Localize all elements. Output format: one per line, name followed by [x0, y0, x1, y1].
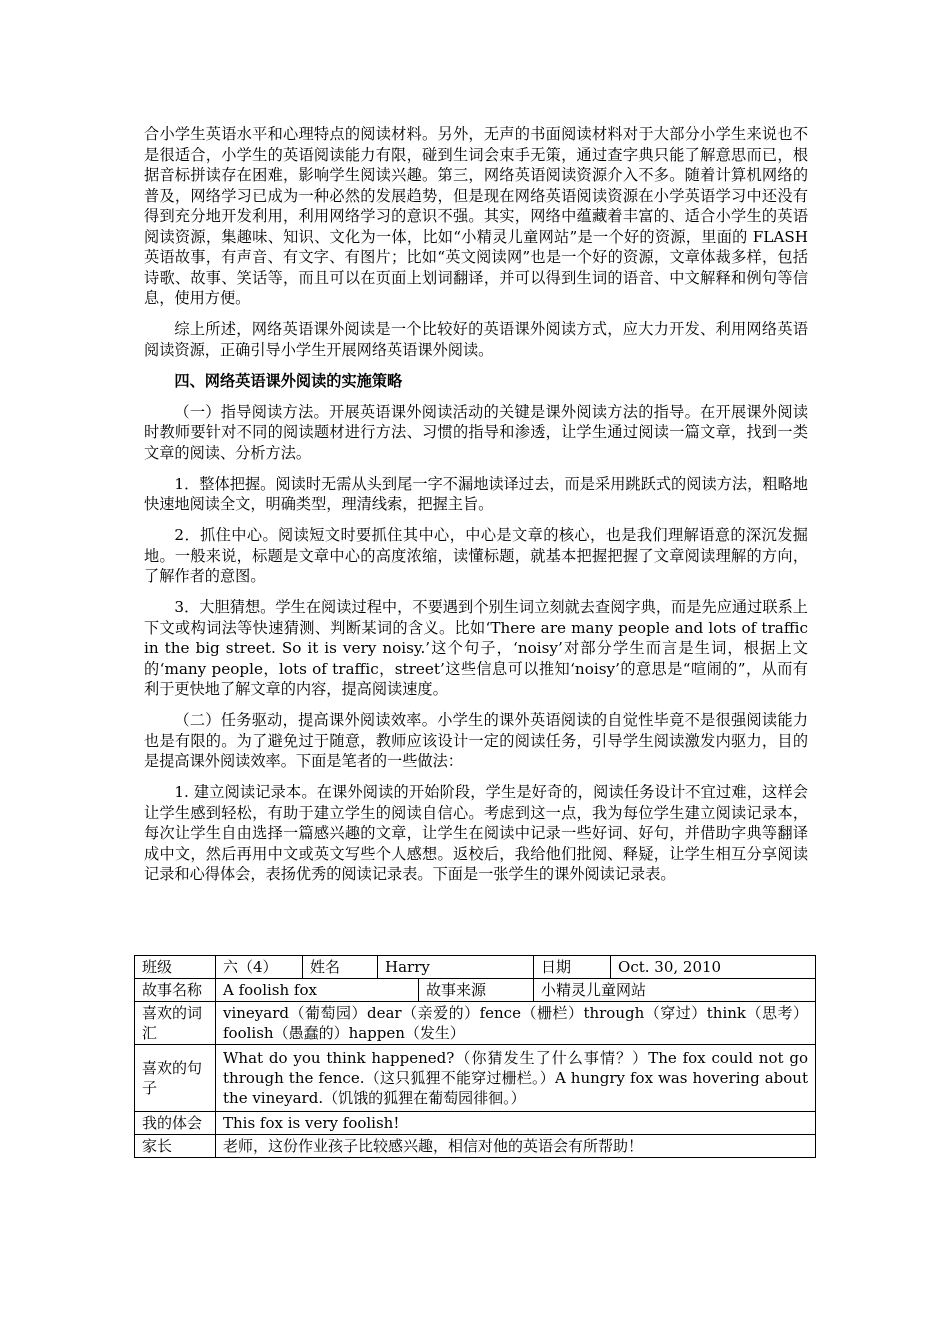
date-label: 日期	[534, 956, 611, 979]
paragraph: 1．整体把握。阅读时无需从头到尾一字不漏地读译过去，而是采用跳跃式的阅读方法，粗略地快速地阅读全文，明确类型，理清线索，把握主旨。	[144, 474, 808, 513]
section-heading: 四、网络英语课外阅读的实施策略	[174, 371, 403, 390]
paragraph: （二）任务驱动，提高课外阅读效率。小学生的课外英语阅读的自觉性毕竟不是很强阅读能力也是有限的。为了避免过于随意，教师应该设计一定的阅读任务，引导学生阅读激发内驱力，目的是提高课外阅读效率。下面是笔者的一些做法：	[144, 711, 808, 770]
table-row	[135, 1112, 816, 1135]
story-label: 故事名称	[135, 979, 216, 1002]
paragraph: 合小学生英语水平和心理特点的阅读材料。另外，无声的书面阅读材料对于大部分小学生来说也不是很适合，小学生的英语阅读能力有限，碰到生词会束手无策，通过查字典只能了解意思而已，根据音标拼读存在困难，影响学生阅读兴趣。第三，网络英语阅读资源介入不多。随着计算机网络的普及，网络学习已成为一种必然的发展趋势，但是现在网络英语阅读资源在小学英语学习中还没有得到充分地开发利用，利用网络学习的意识不强。其实，网络中蕴藏着丰富的、适合小学生的英语阅读资源，集趣味、知识、文化为一体，比如“小精灵儿童网站”是一个好的资源，里面的 FLASH 英语故事，有声音、有文字、有图片；比如“英文阅读网”也是一个好的资源，文章体裁多样，包括诗歌、故事、笑话等，而且可以在页面上划词翻译，并可以得到生词的语音、中文解释和例句等信息，使用方便。	[144, 125, 808, 307]
name-value: Harry	[378, 956, 534, 979]
vocab-label: 喜欢的词汇	[135, 1002, 216, 1045]
paragraph: 3．大胆猜想。学生在阅读过程中，不要遇到个别生词立刻就去查阅字典，而是先应通过联系上下文或构词法等快速猜测、判断某词的含义。比如‘There are many people and lots of traffic in the big street. So it is very noisy.’这个句子，‘noisy’对部分学生而言是生词，根据上文的‘many people，lots of traffic，street’这些信息可以推知‘noisy’的意思是“喧闹的”，从而有利于更快地了解文章的内容，提高阅读速度。	[144, 598, 808, 698]
source-value: 小精灵儿童网站	[534, 979, 816, 1002]
parent-label: 家长	[135, 1135, 216, 1158]
paragraph: 1. 建立阅读记录本。在课外阅读的开始阶段，学生是好奇的，阅读任务设计不宜过难，这样会让学生感到轻松，有助于建立学生的阅读自信心。考虑到这一点，我为每位学生建立阅读记录本，每次让学生自由选择一篇感兴趣的文章，让学生在阅读中记录一些好词、好句，并借助字典等翻译成中文，然后再用中文或英文写些个人感想。返校后，我给他们批阅、释疑，让学生相互分享阅读记录和心得体会，表扬优秀的阅读记录表。下面是一张学生的课外阅读记录表。	[144, 783, 808, 883]
table-row	[135, 979, 816, 1002]
vocab-value: vineyard（葡萄园）dear（亲爱的）fence（栅栏）through（穿过）think（思考）foolish（愚蠢的）happen（发生）	[216, 1002, 816, 1045]
class-label: 班级	[135, 956, 216, 979]
table-row	[135, 1045, 816, 1112]
table-row	[135, 1135, 816, 1158]
paragraph: 2．抓住中心。阅读短文时要抓住其中心，中心是文章的核心，也是我们理解语意的深沉发掘地。一般来说，标题是文章中心的高度浓缩，读懂标题，就基本把握把握了文章阅读理解的方向，了解作者的意图。	[144, 526, 808, 585]
sentence-label: 喜欢的句子	[135, 1045, 216, 1112]
paragraph: （一）指导阅读方法。开展英语课外阅读活动的关键是课外阅读方法的指导。在开展课外阅读时教师要针对不同的阅读题材进行方法、习惯的指导和渗透，让学生通过阅读一篇文章，找到一类文章的阅读、分析方法。	[144, 402, 808, 462]
paragraph: 综上所述，网络英语课外阅读是一个比较好的英语课外阅读方式，应大力开发、利用网络英语阅读资源，正确引导小学生开展网络英语课外阅读。	[144, 320, 808, 359]
feeling-label: 我的体会	[135, 1112, 216, 1135]
reading-record-table	[134, 955, 816, 1158]
class-value: 六（4）	[216, 956, 303, 979]
name-label: 姓名	[303, 956, 378, 979]
source-label: 故事来源	[419, 979, 534, 1002]
feeling-value: This fox is very foolish!	[216, 1112, 816, 1135]
date-value: Oct. 30, 2010	[611, 956, 816, 979]
story-value: A foolish fox	[216, 979, 419, 1002]
body-text	[144, 124, 808, 895]
sentence-value: What do you think happened?（你猜发生了什么事情？）The fox could not go through the fence.（这只狐狸不能穿过栅栏。）A hungry fox was hovering about the vineyard.（饥饿的狐狸在葡萄园徘徊。）	[216, 1045, 816, 1112]
table-row	[135, 1002, 816, 1045]
table-row	[135, 956, 816, 979]
parent-value: 老师，这份作业孩子比较感兴趣，相信对他的英语会有所帮助！	[216, 1135, 816, 1158]
